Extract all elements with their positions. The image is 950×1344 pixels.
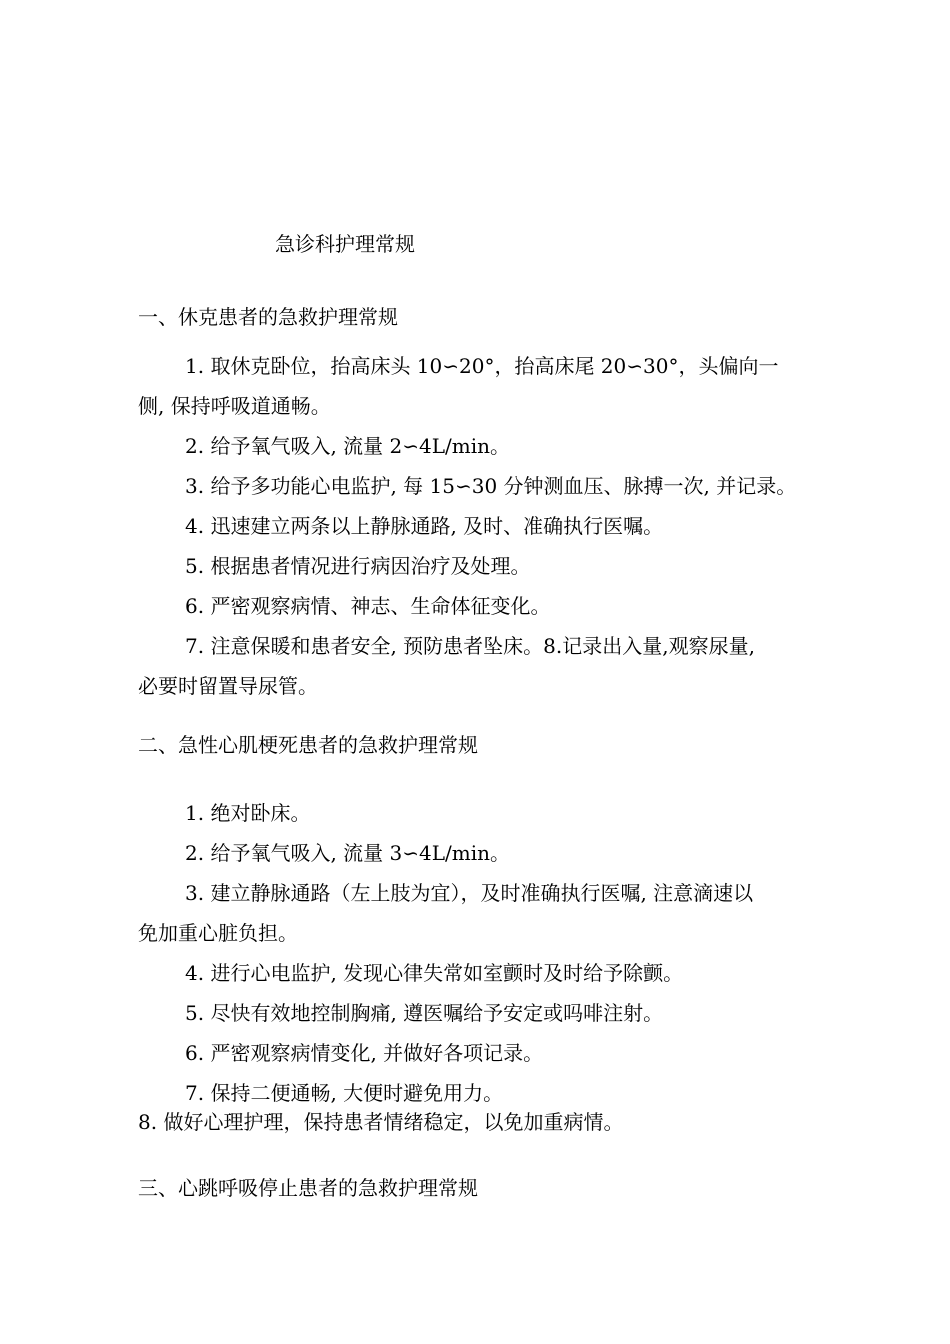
list-item: 3. 建立静脉通路（左上肢为宜），及时准确执行医嘱, 注意滴速以 — [185, 881, 754, 905]
list-item: 5. 尽快有效地控制胸痛, 遵医嘱给予安定或吗啡注射。 — [185, 1001, 664, 1025]
section-heading: 一、休克患者的急救护理常规 — [138, 305, 398, 329]
section-heading: 三、心跳呼吸停止患者的急救护理常规 — [138, 1176, 478, 1200]
list-item: 8. 做好心理护理，保持患者情绪稳定，以免加重病情。 — [138, 1110, 624, 1134]
list-item: 4. 迅速建立两条以上静脉通路, 及时、准确执行医嘱。 — [185, 514, 664, 538]
list-item: 5. 根据患者情况进行病因治疗及处理。 — [185, 554, 531, 578]
list-item: 7. 保持二便通畅, 大便时避免用力。 — [185, 1081, 504, 1105]
page-title: 急诊科护理常规 — [275, 232, 415, 256]
list-item: 侧, 保持呼吸道通畅。 — [138, 394, 331, 418]
list-item: 6. 严密观察病情、神志、生命体征变化。 — [185, 594, 551, 618]
section-heading: 二、急性心肌梗死患者的急救护理常规 — [138, 733, 478, 757]
list-item: 4. 进行心电监护, 发现心律失常如室颤时及时给予除颤。 — [185, 961, 684, 985]
list-item: 1. 取休克卧位，抬高床头 10∽20°，抬高床尾 20∽30°，头偏向一 — [185, 354, 779, 378]
list-item: 2. 给予氧气吸入, 流量 2∽4L/min。 — [185, 434, 510, 458]
list-item: 必要时留置导尿管。 — [138, 674, 318, 698]
list-item: 7. 注意保暖和患者安全, 预防患者坠床。8.记录出入量,观察尿量, — [185, 634, 755, 658]
list-item: 免加重心脏负担。 — [138, 921, 298, 945]
list-item: 1. 绝对卧床。 — [185, 801, 311, 825]
list-item: 3. 给予多功能心电监护, 每 15∽30 分钟测血压、脉搏一次, 并记录。 — [185, 474, 797, 498]
list-item: 6. 严密观察病情变化, 并做好各项记录。 — [185, 1041, 544, 1065]
list-item: 2. 给予氧气吸入, 流量 3∽4L/min。 — [185, 841, 510, 865]
